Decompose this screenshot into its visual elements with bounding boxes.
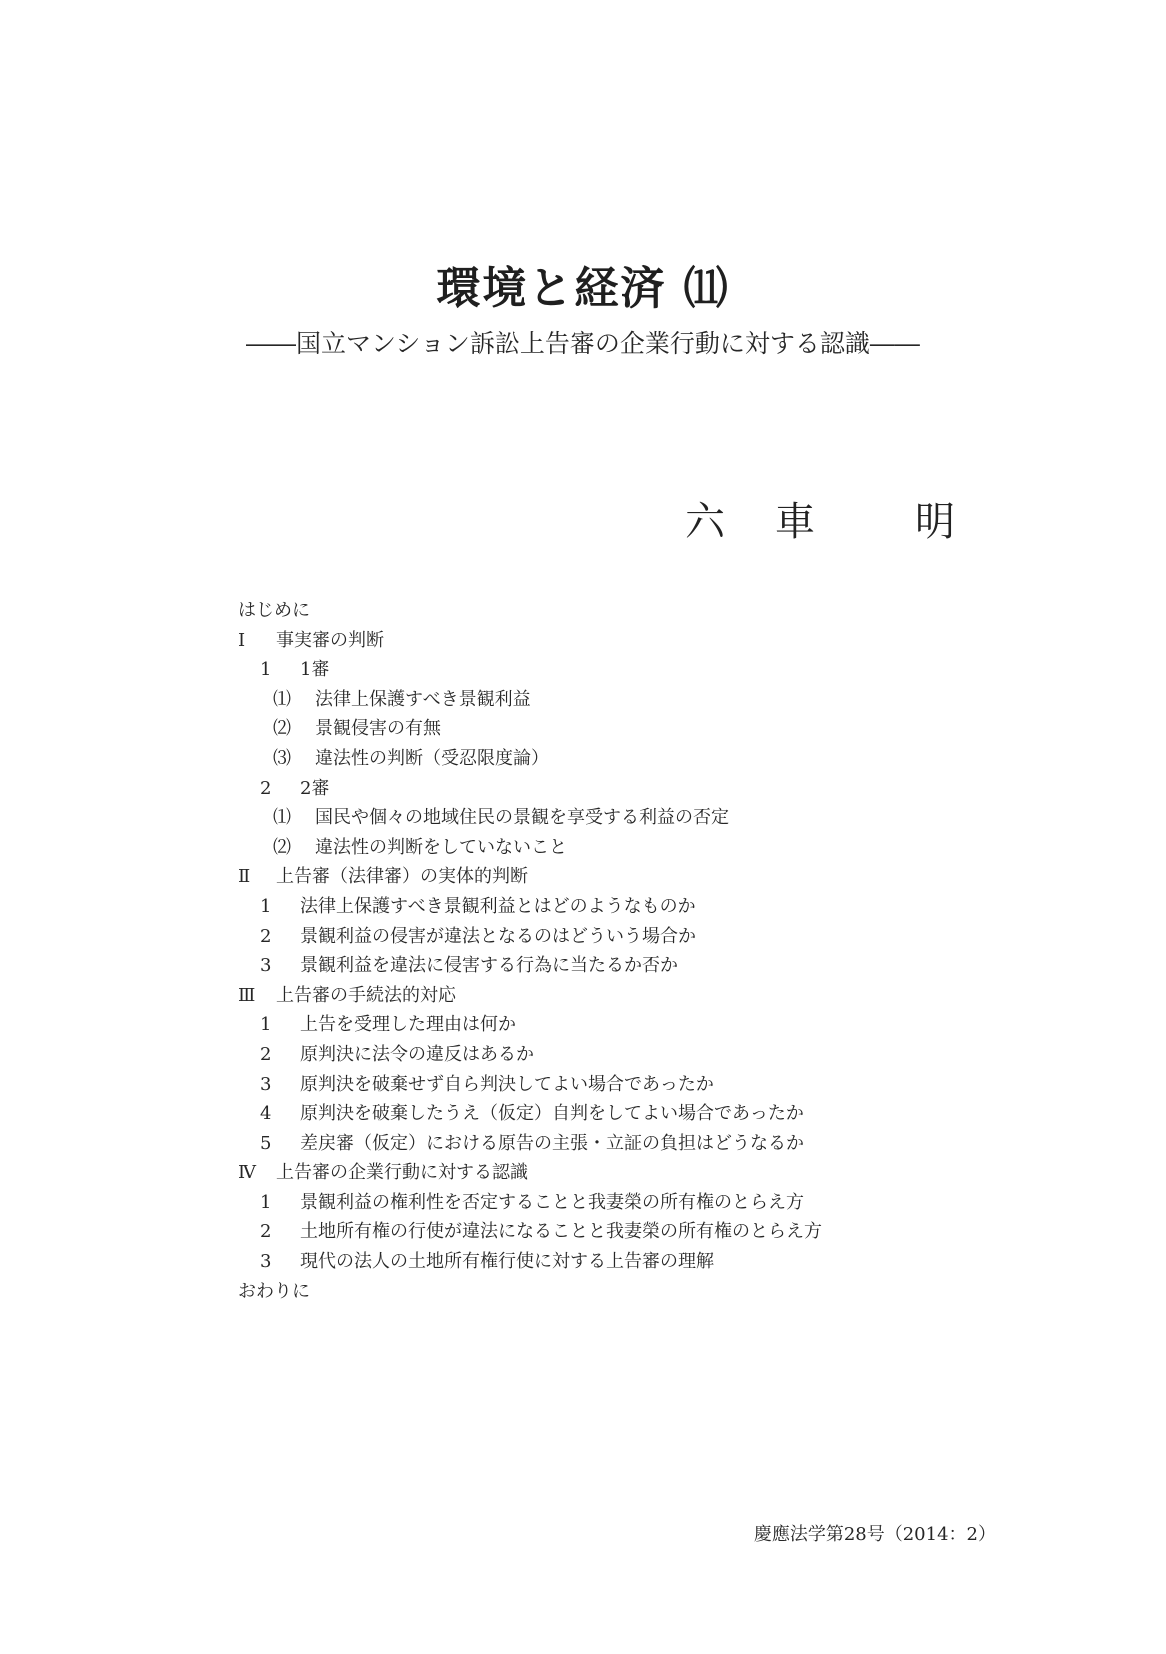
toc-item <box>238 1099 822 1129</box>
toc-number: 2 <box>260 1043 272 1065</box>
author-char-1: 六 <box>685 499 725 545</box>
toc-text: はじめに <box>238 600 310 621</box>
toc-item <box>238 951 822 981</box>
toc-number: 3 <box>260 1073 272 1095</box>
toc-number: 3 <box>260 955 272 977</box>
toc-text: 景観侵害の有無 <box>315 718 441 740</box>
toc-number: 1 <box>260 659 272 681</box>
toc-text: 景観利益の権利性を否定することと我妻榮の所有権のとらえ方 <box>300 1191 804 1213</box>
toc-number: 4 <box>260 1103 272 1125</box>
toc-text: 国民や個々の地域住民の景観を享受する利益の否定 <box>315 807 729 829</box>
toc-number: Ⅳ <box>238 1162 256 1184</box>
toc-number: ⑴ <box>273 807 291 829</box>
toc-item-conclusion <box>238 1277 822 1307</box>
toc-number: 3 <box>260 1251 272 1273</box>
toc-text: おわりに <box>238 1280 310 1302</box>
toc-item <box>238 922 822 952</box>
toc-item <box>238 1070 822 1100</box>
toc-text: 1審 <box>300 659 330 681</box>
toc-text: 法律上保護すべき景観利益 <box>315 688 531 710</box>
toc-number: 2 <box>260 925 272 947</box>
toc-text: 原判決を破棄せず自ら判決してよい場合であったか <box>300 1073 714 1095</box>
toc-item <box>238 714 822 744</box>
toc-number: 2 <box>260 1221 272 1243</box>
journal-citation: 慶應法学第28号（2014：2） <box>753 1524 996 1545</box>
toc-text: 上告審の手続法的対応 <box>276 984 456 1006</box>
author-char-3: 明 <box>915 499 955 545</box>
toc-item <box>238 685 822 715</box>
toc-text: 2審 <box>300 777 330 799</box>
toc-item <box>238 1129 822 1159</box>
toc-item <box>238 1158 822 1188</box>
toc-text: 違法性の判断（受忍限度論） <box>315 747 549 769</box>
toc-item <box>238 862 822 892</box>
toc-text: 土地所有権の行使が違法になることと我妻榮の所有権のとらえ方 <box>300 1221 822 1243</box>
article-title: 環境と経済 ⑾ <box>436 263 730 314</box>
toc-text: 景観利益を違法に侵害する行為に当たるか否か <box>300 955 678 977</box>
toc-number: 1 <box>260 1014 272 1036</box>
toc-number: ⑴ <box>273 688 291 710</box>
toc-item-intro <box>238 596 822 626</box>
toc-item <box>238 803 822 833</box>
toc-item <box>238 655 822 685</box>
toc-number: 1 <box>260 895 272 917</box>
toc-number: ⑵ <box>273 836 291 858</box>
toc-number: ⑵ <box>273 718 291 740</box>
toc-text: 事実審の判断 <box>276 629 384 651</box>
toc-text: 上告を受理した理由は何か <box>300 1014 516 1036</box>
toc-item <box>238 774 822 804</box>
toc-number: 5 <box>260 1132 272 1154</box>
toc-number: Ⅲ <box>238 984 256 1006</box>
toc-item <box>238 833 822 863</box>
toc-number: ⑶ <box>273 747 291 769</box>
toc-item <box>238 1040 822 1070</box>
toc-item <box>238 1247 822 1277</box>
toc-number: 2 <box>260 777 272 799</box>
toc-item <box>238 1188 822 1218</box>
toc-text: 原判決を破棄したうえ（仮定）自判をしてよい場合であったか <box>300 1103 804 1125</box>
table-of-contents <box>238 596 822 1306</box>
toc-text: 現代の法人の土地所有権行使に対する上告審の理解 <box>300 1251 714 1273</box>
toc-number: Ⅱ <box>238 866 251 888</box>
toc-text: 上告審の企業行動に対する認識 <box>276 1162 528 1184</box>
toc-text: 違法性の判断をしていないこと <box>315 836 567 858</box>
toc-number: 1 <box>260 1191 272 1213</box>
toc-item <box>238 626 822 656</box>
toc-number: Ⅰ <box>238 629 246 651</box>
toc-item <box>238 892 822 922</box>
toc-text: 景観利益の侵害が違法となるのはどういう場合か <box>300 925 696 947</box>
toc-item <box>238 744 822 774</box>
toc-text: 原判決に法令の違反はあるか <box>300 1043 534 1065</box>
article-subtitle: ――国立マンション訴訟上告審の企業行動に対する認識―― <box>246 329 920 358</box>
toc-text: 法律上保護すべき景観利益とはどのようなものか <box>300 895 696 917</box>
toc-item <box>238 1010 822 1040</box>
toc-text: 差戻審（仮定）における原告の主張・立証の負担はどうなるか <box>300 1132 804 1154</box>
author-name <box>0 490 958 550</box>
toc-item <box>238 981 822 1011</box>
toc-item <box>238 1217 822 1247</box>
toc-text: 上告審（法律審）の実体的判断 <box>276 866 528 888</box>
author-char-2: 車 <box>775 499 815 545</box>
